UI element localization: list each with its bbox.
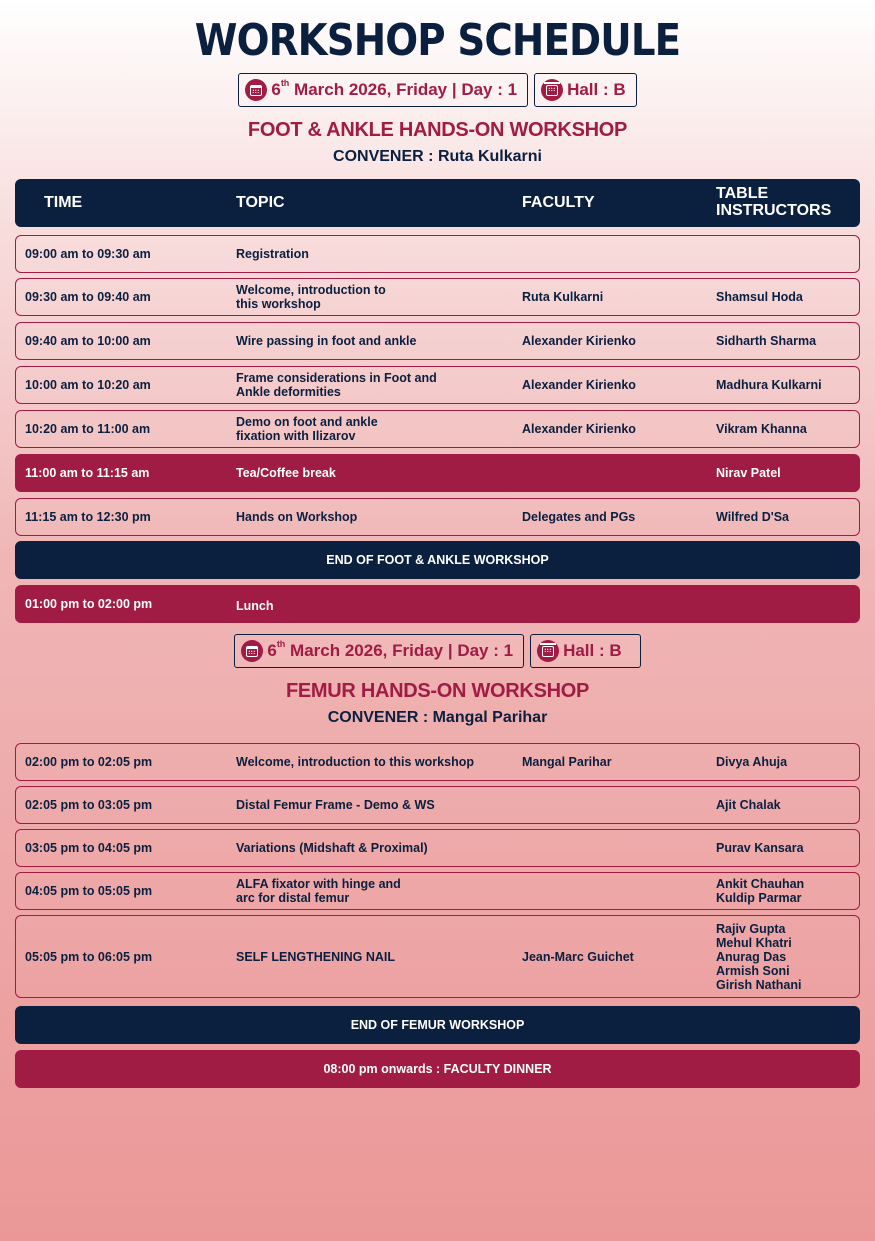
row-faculty: Alexander Kirienko — [522, 378, 636, 392]
row-instructors: Ankit Chauhan Kuldip Parmar — [716, 877, 805, 905]
row-time: 02:05 pm to 03:05 pm — [25, 798, 153, 812]
dinner-text: 08:00 pm onwards : FACULTY DINNER — [323, 1062, 552, 1076]
row-time: 09:40 am to 10:00 am — [25, 334, 151, 348]
row-time: 10:00 am to 10:20 am — [25, 378, 151, 392]
date-pill-2 — [234, 634, 524, 668]
row-instructors: Vikram Khanna — [716, 422, 807, 436]
table-row — [15, 410, 860, 448]
row-topic: Demo on foot and ankle fixation with Ilizarov — [236, 415, 378, 443]
row-instructors: Madhura Kulkarni — [716, 378, 822, 392]
row-topic: Tea/Coffee break — [236, 466, 336, 480]
table-row — [15, 786, 860, 824]
table-row — [15, 498, 860, 536]
row-topic: Distal Femur Frame - Demo & WS — [236, 798, 435, 812]
end-femur-banner — [15, 1006, 860, 1044]
table-row — [15, 235, 860, 273]
convener-foot: CONVENER : Ruta Kulkarni — [333, 148, 542, 165]
row-time: 09:00 am to 09:30 am — [25, 247, 151, 261]
hall-icon — [537, 640, 559, 662]
row-topic: Frame considerations in Foot and Ankle deformities — [236, 371, 437, 399]
row-topic: ALFA fixator with hinge and arc for distal femur — [236, 877, 401, 905]
row-faculty: Alexander Kirienko — [522, 422, 636, 436]
row-instructors: Sidharth Sharma — [716, 334, 817, 348]
section-title-foot: FOOT & ANKLE HANDS-ON WORKSHOP — [247, 119, 628, 141]
row-time: 11:00 am to 11:15 am — [25, 466, 150, 480]
table-row — [15, 322, 860, 360]
hall-pill — [534, 73, 637, 107]
lunch-topic: Lunch — [236, 598, 274, 613]
row-faculty: Jean-Marc Guichet — [522, 949, 634, 964]
row-faculty: Ruta Kulkarni — [522, 290, 604, 304]
header-time: TIME — [44, 194, 83, 211]
row-faculty: Delegates and PGs — [522, 510, 636, 524]
table-row — [15, 454, 860, 492]
row-topic: Wire passing in foot and ankle — [236, 334, 417, 348]
end-femur-text: END OF FEMUR WORKSHOP — [350, 1018, 525, 1032]
row-time: 03:05 pm to 04:05 pm — [25, 841, 153, 855]
end-foot-text: END OF FOOT & ANKLE WORKSHOP — [326, 553, 549, 567]
row-faculty: Alexander Kirienko — [522, 334, 636, 348]
page-title: WORKSHOP SCHEDULE — [194, 15, 681, 66]
table-row — [15, 915, 860, 998]
calendar-icon — [245, 79, 267, 101]
calendar-icon — [241, 640, 263, 662]
row-time: 11:15 am to 12:30 pm — [25, 510, 151, 524]
table-row — [15, 872, 860, 910]
hall-icon — [541, 79, 563, 101]
hall-text-2: Hall : B — [563, 641, 622, 660]
table-row — [15, 366, 860, 404]
row-time: 02:00 pm to 02:05 pm — [25, 755, 153, 769]
row-instructors: Wilfred D'Sa — [716, 510, 790, 524]
date-text: 6th March 2026, Friday | Day : 1 — [271, 78, 518, 99]
row-topic: SELF LENGTHENING NAIL — [236, 949, 396, 964]
row-instructors: Shamsul Hoda — [716, 290, 803, 304]
row-instructors: Nirav Patel — [716, 466, 781, 480]
row-time: 10:20 am to 11:00 am — [25, 422, 151, 436]
hall-pill-2 — [530, 634, 641, 668]
convener-femur: CONVENER : Mangal Parihar — [327, 709, 548, 726]
header-faculty: FACULTY — [522, 194, 595, 211]
row-instructors: Ajit Chalak — [716, 798, 781, 812]
lunch-time: 01:00 pm to 02:00 pm — [25, 597, 153, 611]
header-topic: TOPIC — [236, 194, 285, 211]
table-row — [15, 278, 860, 316]
end-foot-banner — [15, 541, 860, 579]
row-topic: Welcome, introduction to this workshop — [236, 755, 474, 769]
row-topic: Variations (Midshaft & Proximal) — [236, 841, 428, 855]
hall-text: Hall : B — [567, 80, 626, 99]
lunch-row — [15, 585, 860, 623]
session-info-row — [0, 73, 875, 107]
row-instructors: Divya Ahuja — [716, 755, 788, 769]
session-info-row-2 — [0, 634, 875, 668]
dinner-banner — [15, 1050, 860, 1088]
section-title-femur: FEMUR HANDS-ON WORKSHOP — [285, 680, 590, 702]
row-instructors: Purav Kansara — [716, 841, 804, 855]
row-time: 04:05 pm to 05:05 pm — [25, 884, 153, 898]
date-pill — [238, 73, 528, 107]
table-row — [15, 829, 860, 867]
row-faculty: Mangal Parihar — [522, 755, 612, 769]
table-row — [15, 743, 860, 781]
row-topic: Registration — [236, 247, 309, 261]
row-topic: Welcome, introduction to this workshop — [236, 283, 386, 311]
date-text-2: 6th March 2026, Friday | Day : 1 — [267, 639, 514, 660]
row-topic: Hands on Workshop — [236, 510, 358, 524]
row-time: 05:05 pm to 06:05 pm — [25, 949, 153, 964]
row-instructors: Rajiv Gupta Mehul Khatri Anurag Das Armish Soni Girish Nathani — [716, 921, 802, 992]
row-time: 09:30 am to 09:40 am — [25, 290, 151, 304]
table-header: TIME TOPIC FACULTY TABLE INSTRUCTORS — [15, 179, 860, 227]
